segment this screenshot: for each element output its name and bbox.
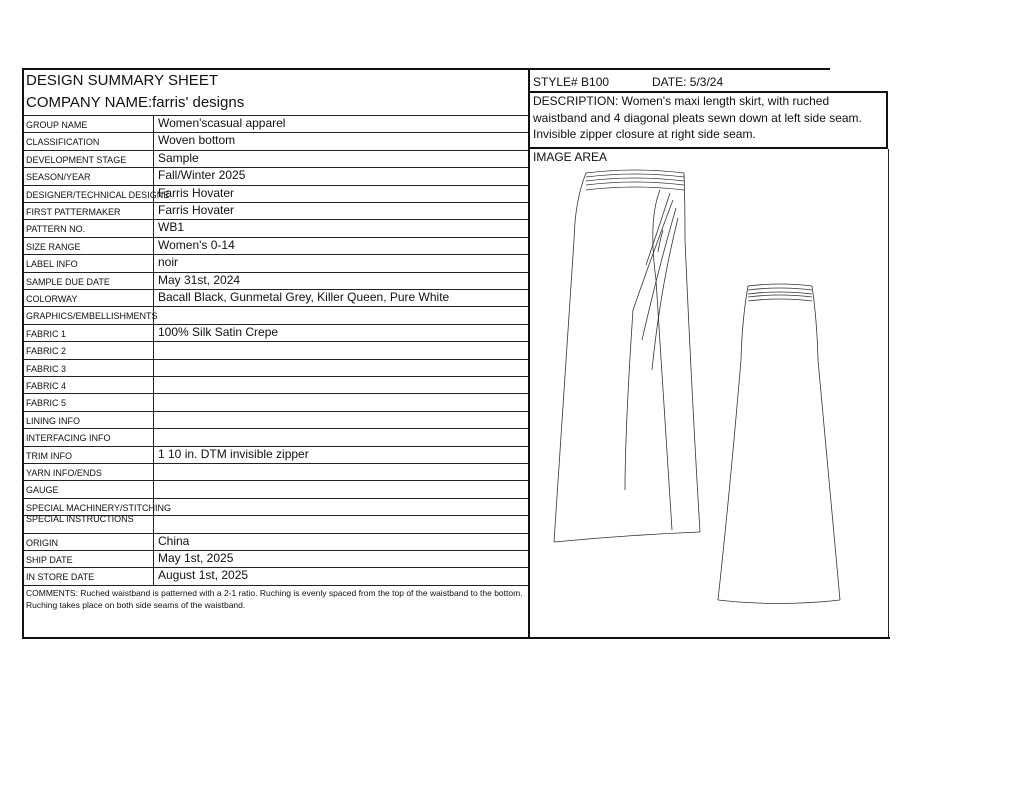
front-waistband-bottom [586, 187, 684, 190]
row-label: DEVELOPMENT STAGE [26, 154, 127, 165]
front-hem [554, 532, 700, 542]
table-row-divider [22, 185, 528, 186]
front-waistband-top [586, 170, 684, 173]
back-waistband-bottom [748, 299, 812, 301]
back-hem [718, 600, 840, 604]
row-value: China [158, 533, 190, 548]
row-value: Sample [158, 150, 199, 165]
table-row-divider [22, 219, 528, 220]
row-label: FABRIC 1 [26, 328, 67, 339]
row-label: FIRST PATTERMAKER [26, 207, 121, 217]
row-label: GAUGE [26, 485, 59, 496]
row-value: Bacall Black, Gunmetal Grey, Killer Queen, Pure White [158, 290, 450, 304]
row-label: SPECIAL INSTRUCTIONS [26, 514, 134, 525]
table-row-divider [22, 533, 528, 534]
row-label: YARN INFO/ENDS [26, 468, 102, 478]
table-row-divider [22, 498, 528, 499]
row-label: GROUP NAME [26, 120, 88, 130]
table-row-divider [22, 359, 528, 360]
table-row-divider [22, 237, 528, 238]
row-label: GRAPHICS/EMBELLISHMENTS [26, 311, 158, 322]
style-number: STYLE# B100 [533, 75, 610, 89]
table-row-divider [22, 150, 528, 151]
back-left-edge [718, 286, 748, 600]
pleat-2 [646, 193, 670, 265]
comments-text: COMMENTS: Ruched waistband is patterned with a 2-1 ratio. Ruching is evenly spaced from the top of the waistband to the bottom. Ruching takes place on both side seams of the waistband. [26, 588, 523, 610]
left-border [22, 68, 24, 638]
row-value: 1 10 in. DTM invisible zipper [158, 446, 309, 461]
table-row-divider [22, 428, 528, 429]
table-row-divider [22, 376, 528, 377]
row-value: WB1 [158, 220, 185, 235]
row-label: SEASON/YEAR [26, 172, 91, 183]
table-row-divider [22, 202, 528, 203]
table-row-divider [22, 463, 528, 464]
row-label: FABRIC 2 [26, 346, 67, 357]
table-row-divider [22, 567, 528, 568]
row-label: PATTERN NO. [26, 224, 86, 235]
row-value: August 1st, 2025 [158, 568, 249, 583]
row-label: SAMPLE DUE DATE [26, 276, 110, 287]
row-value: May 1st, 2025 [158, 551, 234, 565]
row-label: ORIGIN [26, 537, 59, 548]
row-label: INTERFACING INFO [26, 433, 111, 444]
row-value: noir [158, 255, 179, 270]
row-value: Women's 0-14 [158, 237, 235, 252]
table-row-divider [22, 306, 528, 307]
top-border [22, 68, 830, 70]
image-area-label: IMAGE AREA [533, 150, 608, 164]
row-label: COLORWAY [26, 294, 78, 304]
pleat-4 [642, 208, 676, 340]
table-row-divider [22, 341, 528, 342]
row-value: 100% Silk Satin Crepe [158, 324, 279, 339]
table-row-divider [22, 550, 528, 551]
row-label: LABEL INFO [26, 259, 78, 270]
pleat-1 [653, 190, 672, 530]
row-value: Farris Hovater [158, 203, 235, 217]
row-value: Woven bottom [158, 133, 236, 148]
image-area-right-border [888, 149, 889, 638]
row-label: DESIGNER/TECHNICAL DESIGNE [26, 189, 170, 200]
row-value: Women'scasual apparel [158, 116, 286, 130]
row-label: LINING INFO [26, 415, 81, 426]
front-skirt-sketch [554, 170, 700, 542]
description-text: DESCRIPTION: Women's maxi length skirt, with ruched waistband and 4 diagonal pleats sewn down at left side seam. Invisible zipper closure at right side seam. [533, 94, 862, 141]
row-label: SIZE RANGE [26, 241, 81, 252]
row-label: FABRIC 3 [26, 363, 67, 374]
table-row-divider [22, 393, 528, 394]
row-value: May 31st, 2024 [158, 272, 241, 287]
row-label: TRIM INFO [26, 450, 72, 461]
table-row-divider [22, 167, 528, 168]
table-row-divider [22, 272, 528, 273]
row-value: Fall/Winter 2025 [158, 168, 246, 183]
row-label: FABRIC 4 [26, 381, 67, 391]
pleat-5 [652, 218, 678, 370]
table-row-divider [22, 411, 528, 412]
row-label: FABRIC 5 [26, 398, 67, 409]
row-label: SHIP DATE [26, 555, 73, 565]
row-label: SPECIAL MACHINERY/STITCHING [26, 502, 172, 513]
bottom-border [22, 637, 890, 639]
table-row-divider [22, 480, 528, 481]
table-row-divider [22, 132, 528, 133]
company-name: COMPANY NAME:farris' designs [26, 94, 245, 111]
row-value: Farris Hovater [158, 185, 235, 200]
table-row-divider [22, 254, 528, 255]
front-left-edge [554, 173, 586, 542]
back-waistband-top [748, 284, 812, 286]
front-right-edge [684, 173, 700, 532]
sheet-title: DESIGN SUMMARY SHEET [26, 72, 218, 89]
back-right-edge [812, 286, 840, 600]
back-skirt-sketch [718, 284, 840, 604]
row-label: IN STORE DATE [26, 572, 95, 583]
table-row-divider [22, 585, 528, 586]
row-label: CLASSIFICATION [26, 137, 100, 148]
skirt-sketches [530, 160, 886, 635]
sheet-date: DATE: 5/3/24 [652, 75, 724, 89]
